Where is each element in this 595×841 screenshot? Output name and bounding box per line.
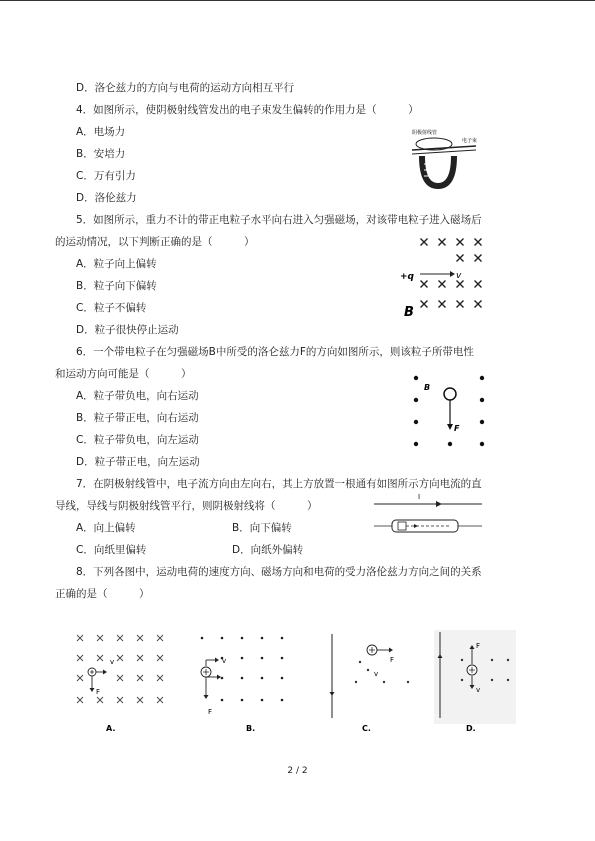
- field-out-of-page-dot: [241, 637, 244, 640]
- field-into-page-cross: [421, 239, 428, 246]
- field-mark: [507, 659, 509, 661]
- q6-field-label: B: [424, 383, 431, 392]
- field-into-page-cross: [117, 675, 123, 681]
- q8a-velocity-label: v: [110, 658, 115, 666]
- field-into-page-cross: [475, 301, 482, 308]
- field-into-page-cross: [457, 239, 464, 246]
- q8-stem-line2: 正确的是（ ）: [55, 588, 150, 600]
- field-into-page-cross: [117, 635, 123, 641]
- field-into-page-cross: [97, 635, 103, 641]
- field-mark: [359, 661, 361, 663]
- field-mark: [461, 679, 463, 681]
- q8b-velocity-label: v: [222, 657, 227, 665]
- field-into-page-cross: [157, 635, 163, 641]
- field-out-of-page-dot: [480, 398, 484, 402]
- q8-figure-c: [312, 626, 424, 736]
- q8-label-b: B.: [246, 724, 256, 733]
- field-into-page-cross: [475, 281, 482, 288]
- q5-charge-label: +q: [400, 272, 414, 282]
- field-out-of-page-dot: [281, 699, 284, 702]
- q5-option-d: D．粒子很快停止运动: [76, 324, 179, 336]
- q8d-force-label: F: [476, 642, 481, 650]
- q7-option-b: B．向下偏转: [232, 522, 292, 534]
- q6-option-b: B．粒子带正电，向右运动: [76, 412, 199, 424]
- q5-option-a: A．粒子向上偏转: [76, 258, 157, 270]
- q6-option-d: D．粒子带正电，向左运动: [76, 456, 200, 468]
- q8-figure-d: [430, 626, 520, 736]
- q7-option-d: D．向纸外偏转: [232, 544, 304, 556]
- field-into-page-cross: [421, 301, 428, 308]
- field-into-page-cross: [117, 697, 123, 703]
- field-into-page-cross: [475, 239, 482, 246]
- field-mark: [367, 669, 369, 671]
- field-into-page-cross: [117, 655, 123, 661]
- q6-option-c: C．粒子带负电，向左运动: [76, 434, 199, 446]
- q8d-velocity-label: v: [476, 686, 481, 694]
- q8a-force-label: F: [96, 688, 101, 696]
- q5-option-b: B．粒子向下偏转: [76, 280, 157, 292]
- field-out-of-page-dot: [281, 637, 284, 640]
- field-out-of-page-dot: [221, 637, 224, 640]
- field-into-page-cross: [421, 281, 428, 288]
- field-out-of-page-dot: [480, 442, 484, 446]
- q4-option-b: B．安培力: [76, 148, 126, 160]
- field-out-of-page-dot: [241, 699, 244, 702]
- field-out-of-page-dot: [281, 677, 284, 680]
- q8c-velocity-label: v: [374, 670, 379, 678]
- q4-option-a: A．电场力: [76, 126, 126, 138]
- q8-figure-a: [66, 626, 178, 736]
- q8c-force-label: F: [390, 656, 395, 664]
- field-mark: [491, 659, 493, 661]
- q7-wire-and-tube-figure: [370, 490, 486, 538]
- field-into-page-cross: [157, 675, 163, 681]
- field-into-page-cross: [457, 301, 464, 308]
- field-out-of-page-dot: [414, 376, 418, 380]
- field-into-page-cross: [137, 675, 143, 681]
- field-into-page-cross: [97, 655, 103, 661]
- field-into-page-cross: [439, 281, 446, 288]
- q6-option-a: A．粒子带负电，向右运动: [76, 390, 199, 402]
- field-into-page-cross: [439, 301, 446, 308]
- q6-field-out-of-page-figure: [406, 370, 486, 450]
- field-into-page-cross: [77, 675, 83, 681]
- q5-magnetic-field-figure: [398, 232, 500, 322]
- field-out-of-page-dot: [281, 657, 284, 660]
- q8-label-a: A.: [106, 724, 116, 733]
- q8b-force-label: F: [208, 708, 213, 716]
- field-mark: [383, 681, 385, 683]
- q4-stem: 4．如图所示，使阴极射线管发出的电子束发生偏转的作用力是（ ）: [76, 104, 419, 116]
- field-into-page-cross: [77, 635, 83, 641]
- q4-fig-label-tube: 阴极射线管: [412, 130, 438, 136]
- field-into-page-cross: [157, 697, 163, 703]
- field-out-of-page-dot: [241, 657, 244, 660]
- q8-label-d: D.: [466, 724, 476, 733]
- q6-stem-line2: 和运动方向可能是（ ）: [55, 368, 192, 380]
- q5-field-label: B: [404, 305, 414, 320]
- field-mark: [407, 681, 409, 683]
- page-top-rule: [0, 0, 595, 1]
- field-into-page-cross: [439, 239, 446, 246]
- field-into-page-cross: [77, 697, 83, 703]
- field-out-of-page-dot: [448, 442, 452, 446]
- field-out-of-page-dot: [261, 637, 264, 640]
- field-mark: [461, 659, 463, 661]
- q4-cathode-tube-figure: [406, 126, 486, 196]
- field-out-of-page-dot: [414, 442, 418, 446]
- field-out-of-page-dot: [221, 677, 224, 680]
- field-into-page-cross: [457, 281, 464, 288]
- field-mark: [355, 681, 357, 683]
- q7-stem-line2: 导线，导线与阴极射线管平行，则阴极射线将（ ）: [55, 500, 318, 512]
- q6-force-label: F: [454, 424, 460, 433]
- field-into-page-cross: [475, 255, 482, 262]
- q7-option-c: C．向纸里偏转: [76, 544, 147, 556]
- q7-stem-line1: 7．在阴极射线管中，电子流方向由左向右，其上方放置一根通有如图所示方向电流的直: [76, 478, 482, 490]
- page-number: 2 / 2: [287, 766, 308, 776]
- q5-velocity-label: v: [456, 271, 462, 281]
- q7-current-label: I: [418, 493, 421, 501]
- field-into-page-cross: [137, 697, 143, 703]
- q4-option-c: C．万有引力: [76, 170, 136, 182]
- field-into-page-cross: [457, 255, 464, 262]
- field-out-of-page-dot: [261, 657, 264, 660]
- field-into-page-cross: [97, 697, 103, 703]
- field-into-page-cross: [77, 655, 83, 661]
- field-out-of-page-dot: [241, 677, 244, 680]
- field-mark: [491, 679, 493, 681]
- q5-stem-line1: 5．如图所示，重力不计的带正电粒子水平向右进入匀强磁场，对该带电粒子进入磁场后: [76, 214, 482, 226]
- q8-label-c: C.: [362, 724, 371, 733]
- field-into-page-cross: [157, 655, 163, 661]
- field-out-of-page-dot: [201, 637, 204, 640]
- field-out-of-page-dot: [261, 699, 264, 702]
- field-out-of-page-dot: [261, 677, 264, 680]
- q3-option-d: D．洛仑兹力的方向与电荷的运动方向相互平行: [76, 82, 295, 94]
- field-mark: [507, 679, 509, 681]
- q4-option-d: D．洛伦兹力: [76, 192, 137, 204]
- field-into-page-cross: [137, 635, 143, 641]
- field-out-of-page-dot: [414, 398, 418, 402]
- q8-figure-b: [188, 626, 300, 736]
- field-out-of-page-dot: [221, 699, 224, 702]
- q5-stem-line2: 的运动情况，以下判断正确的是（ ）: [55, 236, 255, 248]
- q6-stem-line1: 6．一个带电粒子在匀强磁场B中所受的洛仑兹力F的方向如图所示，则该粒子所带电性: [76, 346, 474, 358]
- field-into-page-cross: [137, 655, 143, 661]
- q7-option-a: A．向上偏转: [76, 522, 136, 534]
- field-out-of-page-dot: [480, 376, 484, 380]
- field-out-of-page-dot: [414, 420, 418, 424]
- field-out-of-page-dot: [480, 420, 484, 424]
- q8-stem-line1: 8．下列各图中，运动电荷的速度方向、磁场方向和电荷的受力洛伦兹力方向之间的关系: [76, 566, 482, 578]
- q4-fig-label-beam: 电子束: [462, 138, 478, 144]
- q5-option-c: C．粒子不偏转: [76, 302, 147, 314]
